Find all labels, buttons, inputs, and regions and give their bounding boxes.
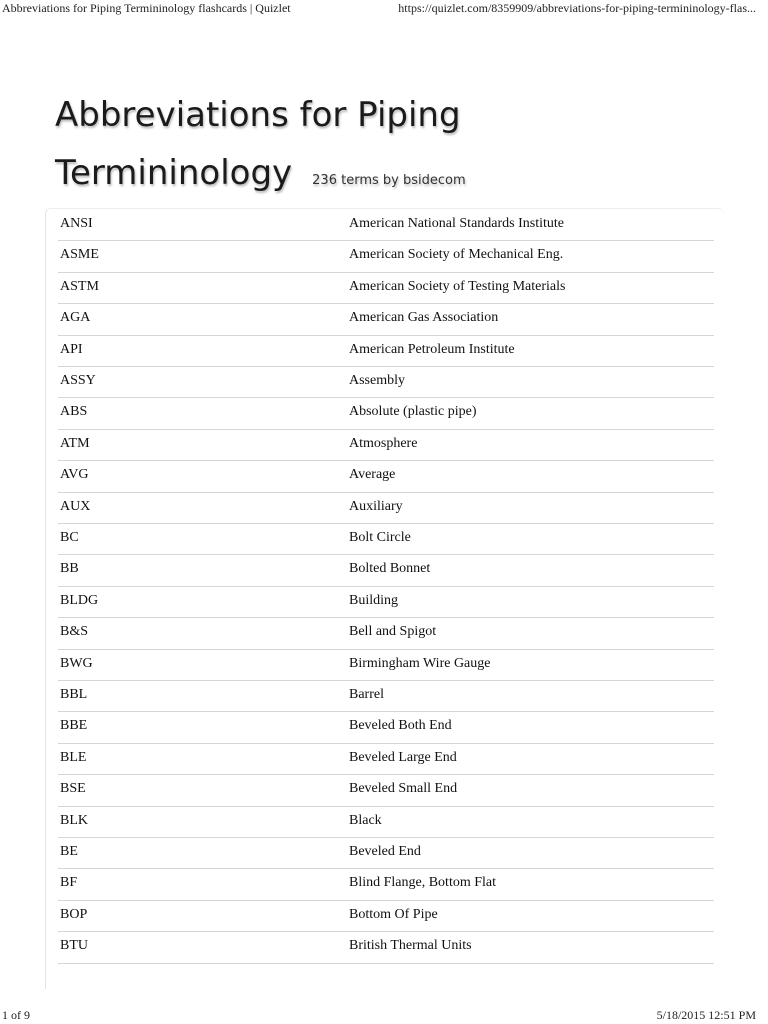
term-definition: American National Standards Institute	[349, 216, 564, 231]
terms-list	[45, 208, 724, 989]
term-definition: Auxiliary	[349, 498, 403, 514]
term-definition: American Petroleum Institute	[349, 341, 515, 357]
term-text: ASME	[60, 247, 99, 263]
term-text: BE	[60, 844, 78, 859]
term-row[interactable]	[58, 743, 714, 775]
term-text: AGA	[60, 310, 91, 326]
term-definition: Bottom Of Pipe	[349, 906, 438, 922]
set-title-block	[55, 86, 735, 210]
term-definition: Beveled End	[349, 844, 421, 859]
term-row[interactable]	[58, 209, 714, 241]
term-definition: American Society of Mechanical Eng.	[349, 247, 564, 263]
term-text: BC	[60, 530, 79, 545]
term-row[interactable]	[58, 523, 714, 555]
term-text: ASSY	[60, 373, 96, 388]
term-text: BBL	[60, 687, 88, 702]
term-row[interactable]	[58, 931, 714, 963]
print-header-url: https://quizlet.com/8359909/abbreviations-for-piping-termininology-flas...	[398, 1, 756, 15]
term-text: BBE	[60, 718, 88, 734]
term-row[interactable]	[58, 900, 714, 932]
term-definition: Beveled Both End	[349, 718, 452, 734]
print-footer	[0, 1008, 768, 1024]
term-row[interactable]	[58, 460, 714, 492]
term-text: BLDG	[60, 592, 99, 608]
term-text: ABS	[60, 404, 88, 420]
print-datetime: 5/18/2015 12:51 PM	[656, 1008, 756, 1022]
term-text: BLK	[60, 812, 88, 828]
term-row[interactable]	[58, 554, 714, 586]
print-header	[0, 0, 768, 20]
term-text: ANSI	[60, 216, 93, 231]
term-row[interactable]	[58, 617, 714, 649]
term-row[interactable]	[58, 366, 714, 398]
term-definition: Assembly	[349, 373, 405, 388]
term-definition: American Society of Testing Materials	[349, 278, 566, 294]
term-row[interactable]	[58, 272, 714, 304]
set-subtitle: 236 terms by bsidecom	[312, 173, 466, 188]
term-definition: British Thermal Units	[349, 938, 472, 954]
term-text: BTU	[60, 938, 88, 954]
term-definition: Beveled Large End	[349, 749, 457, 765]
term-text: BLE	[60, 749, 87, 765]
term-row[interactable]	[58, 429, 714, 461]
print-header-title: Abbreviations for Piping Termininology flashcards | Quizlet	[2, 1, 291, 15]
term-row[interactable]	[58, 711, 714, 743]
term-definition: Bell and Spigot	[349, 624, 437, 640]
term-definition: Average	[349, 467, 396, 483]
term-row[interactable]	[58, 806, 714, 838]
term-row[interactable]	[58, 774, 714, 806]
set-title-line-2: Termininology	[55, 153, 293, 193]
term-definition: Birmingham Wire Gauge	[349, 655, 491, 671]
term-text: BB	[60, 561, 79, 577]
term-definition: Beveled Small End	[349, 781, 458, 797]
term-text: API	[60, 341, 83, 357]
set-title-line-1: Abbreviations for Piping	[55, 95, 461, 135]
term-text: B&S	[60, 624, 89, 640]
term-text: AUX	[60, 498, 91, 514]
term-row[interactable]	[58, 649, 714, 681]
term-definition: Bolted Bonnet	[349, 561, 431, 577]
term-definition: Blind Flange, Bottom Flat	[349, 875, 497, 891]
term-text: ATM	[60, 435, 90, 451]
term-definition: Barrel	[349, 687, 384, 702]
term-row[interactable]	[58, 680, 714, 712]
term-row[interactable]	[58, 492, 714, 524]
term-text: BF	[60, 875, 78, 891]
term-text: BSE	[60, 781, 86, 797]
term-row[interactable]	[58, 303, 714, 335]
term-definition: Black	[349, 812, 382, 828]
term-row[interactable]	[58, 586, 714, 618]
set-title-line-2-row	[55, 144, 735, 210]
term-text: AVG	[60, 467, 89, 483]
term-definition: American Gas Association	[349, 310, 499, 326]
term-row[interactable]	[58, 335, 714, 367]
term-row[interactable]	[58, 397, 714, 429]
term-row[interactable]	[58, 868, 714, 900]
term-text: ASTM	[60, 278, 99, 294]
term-definition: Absolute (plastic pipe)	[349, 404, 477, 420]
term-text: BWG	[60, 655, 93, 671]
term-definition: Building	[349, 592, 399, 608]
term-row[interactable]	[58, 837, 714, 869]
page-number: 1 of 9	[2, 1008, 30, 1022]
term-row[interactable]	[58, 240, 714, 272]
term-text: BOP	[60, 906, 88, 922]
term-definition: Bolt Circle	[349, 530, 411, 545]
term-definition: Atmosphere	[349, 435, 418, 451]
